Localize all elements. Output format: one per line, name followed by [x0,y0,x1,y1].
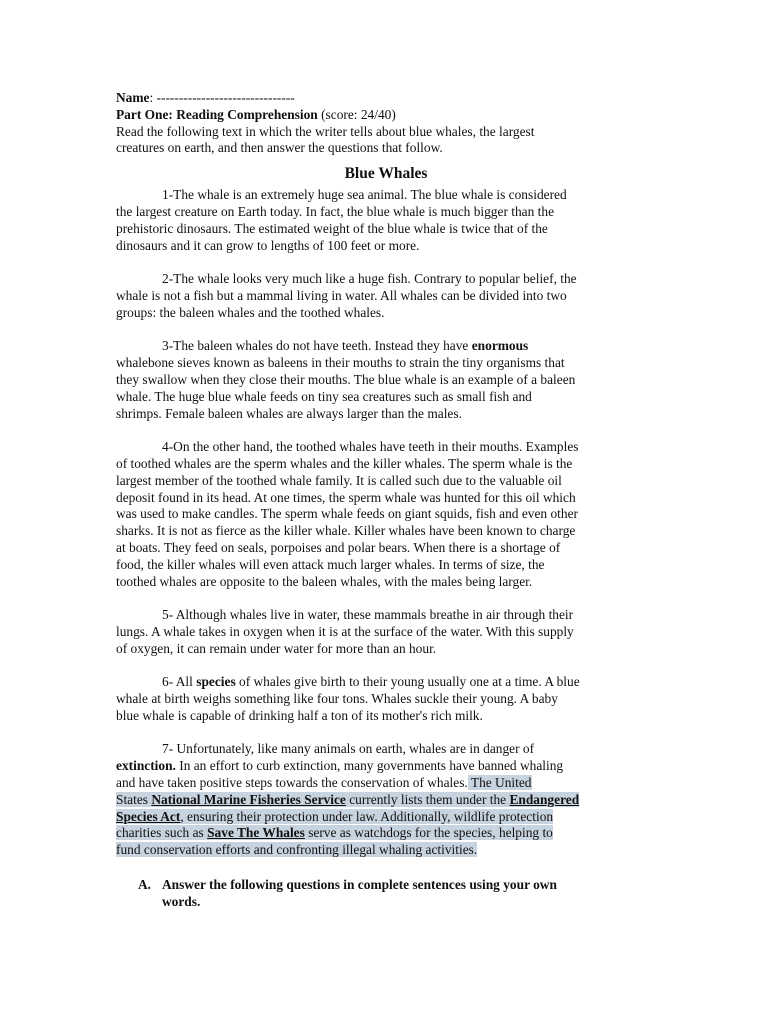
bold-word-extinction: extinction. [116,758,176,774]
paragraph-line: deposit found in its head. At one times, the sperm whale was hunted for this oil which [116,489,576,505]
name-line [116,90,656,107]
question-a-text [162,877,557,911]
text-run: and have taken positive steps towards the conservation of whales. [116,775,468,791]
paragraph-line: whalebone sieves known as baleens in their mouths to strain the tiny organisms that [116,355,565,371]
article-title: Blue Whales [344,165,428,183]
paragraph-line: of toothed whales are the sperm whales and the killer whales. The sperm whale is the [116,455,573,471]
paragraph-line: was used to make candles. The sperm whale feeds on giant squids, fish and even other [116,506,578,522]
paragraph-line: 7- Unfortunately, like many animals on earth, whales are in danger of [162,741,535,757]
paragraph-line: at boats. They feed on seals, porpoises and polar bears. When there is a shortage of [116,539,561,555]
paragraph-2 [116,271,656,321]
paragraph-line: 4-On the other hand, the toothed whales have teeth in their mouths. Examples [162,439,579,455]
paragraph-line [116,338,656,355]
paragraph-line: the largest creature on Earth today. In fact, the blue whale is much bigger than the [116,203,555,219]
text-run: 6- All [162,674,197,690]
paragraph-line [116,825,656,842]
part-label: Part One: Reading Comprehension [116,106,318,122]
paragraph-line: prehistoric dinosaurs. The estimated weight of the blue whale is twice that of the [116,220,548,236]
highlighted-text: fund conservation efforts and confronting illegal whaling activities. [116,842,478,858]
bold-word-species: species [196,674,236,690]
document-page [116,86,656,911]
link-save-the-whales[interactable]: Save The Whales [207,825,305,841]
bold-word-enormous: enormous [471,338,529,354]
link-endangered-species-act[interactable]: Endangered [509,791,580,807]
question-a [116,877,656,911]
paragraph-3 [116,338,656,422]
paragraph-line: toothed whales are opposite to the baleen whales, with the males being larger. [116,573,533,589]
paragraph-line: blue whale is capable of drinking half a ton of its mother's rich milk. [116,707,483,723]
link-nmfs[interactable]: National Marine Fisheries Service [151,791,346,807]
link-endangered-species-act-cont[interactable]: Species Act [116,808,181,824]
question-line: words. [162,893,201,909]
text-run: 3-The baleen whales do not have teeth. Instead they have [162,338,472,354]
name-blank: : ------------------------------- [149,90,295,105]
intro-line-2: creatures on earth, and then answer the questions that follow. [116,140,443,156]
intro-line-1: Read the following text in which the writer tells about blue whales, the largest [116,123,535,139]
highlighted-text: , ensuring their protection under law. Additionally, wildlife protection [180,808,554,824]
paragraph-line: largest member of the toothed whale family. It is called such due to the valuable oil [116,472,562,488]
paragraph-line: whale. The huge blue whale feeds on tiny sea creatures such as small fish and [116,388,532,404]
paragraph-7 [116,741,656,859]
highlighted-text: charities such as [116,825,208,841]
paragraph-line: food, the killer whales will even attack much larger whales. In terms of size, the [116,556,545,572]
paragraph-line: 5- Although whales live in water, these mammals breathe in air through their [162,607,574,623]
paragraph-5 [116,607,656,657]
text-run: In an effort to curb extinction, many governments have banned whaling [175,758,564,774]
paragraph-line: they swallow when they close their mouths. The blue whale is an example of a baleen [116,371,576,387]
paragraph-line: groups: the baleen whales and the toothed whales. [116,304,385,320]
paragraph-line [116,674,656,691]
paragraph-line: 1-The whale is an extremely huge sea animal. The blue whale is considered [162,187,567,203]
paragraph-line [116,792,656,809]
name-label: Name [116,90,150,105]
text-run: of whales give birth to their young usually one at a time. A blue [235,674,580,690]
part-heading [116,107,656,124]
paragraph-4 [116,439,656,590]
paragraph-line [116,842,656,859]
paragraph-line: lungs. A whale takes in oxygen when it is at the surface of the water. With this supply [116,623,574,639]
paragraph-line [116,758,656,775]
paragraph-line: whale at birth weighs something like four tons. Whales suckle their young. A baby [116,691,558,707]
paragraph-line: of oxygen, it can remain under water for more than an hour. [116,640,437,656]
score: (score: 24/40) [317,106,396,122]
paragraph-6 [116,674,656,724]
question-a-number: A. [138,877,152,893]
highlighted-text: currently lists them under the [345,791,510,807]
paragraph-line: whale is not a fish but a mammal living in water. All whales can be divided into two [116,287,567,303]
highlighted-text: serve as watchdogs for the species, helping to [304,825,553,841]
highlighted-text: States [116,791,152,807]
question-line: Answer the following questions in complete sentences using your own [162,877,557,893]
paragraph-line: 2-The whale looks very much like a huge fish. Contrary to popular belief, the [162,271,577,287]
paragraph-line [116,775,656,792]
paragraph-line [116,809,656,826]
paragraph-line: shrimps. Female baleen whales are always larger than the males. [116,405,462,421]
highlighted-text: The United [467,775,532,791]
paragraph-line: dinosaurs and it can grow to lengths of 100 feet or more. [116,237,420,253]
paragraph-line: sharks. It is not as fierce as the killer whale. Killer whales have been known to charge [116,523,576,539]
paragraph-1 [116,187,656,254]
